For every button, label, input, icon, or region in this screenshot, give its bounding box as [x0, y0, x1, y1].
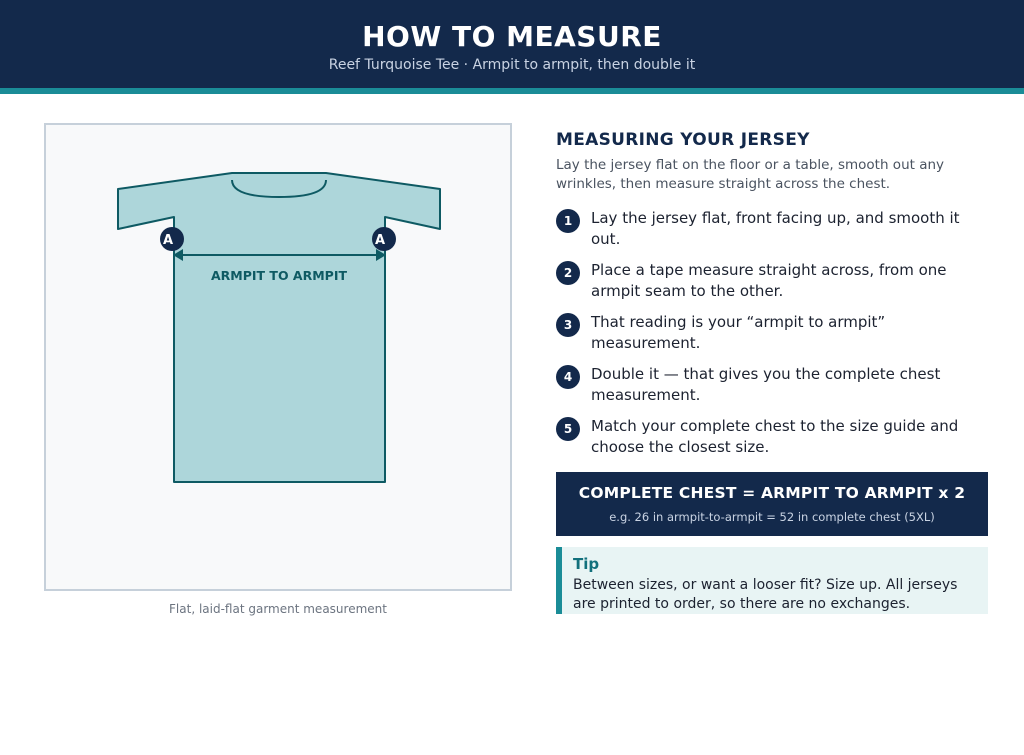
step-number-badge: 2	[556, 261, 580, 285]
formula-text: COMPLETE CHEST = ARMPIT TO ARMPIT x 2	[578, 484, 966, 502]
formula-example: e.g. 26 in armpit-to-armpit = 52 in complete chest (5XL)	[609, 510, 935, 524]
step-text: Lay the jersey flat, front facing up, and smooth it out.	[591, 209, 960, 248]
step-item	[556, 208, 988, 260]
step-item	[556, 416, 988, 468]
tshirt-shape	[118, 173, 440, 482]
tip-box	[556, 547, 988, 614]
step-number-badge: 4	[556, 365, 580, 389]
measurement-diagram	[44, 123, 512, 591]
tshirt-diagram-svg	[46, 125, 510, 589]
page-header	[0, 0, 1024, 88]
formula-box	[556, 472, 988, 536]
step-number-badge: 5	[556, 417, 580, 441]
step-text: Place a tape measure straight across, from one armpit seam to the other.	[591, 261, 947, 300]
page-subtitle: Reef Turquoise Tee · Armpit to armpit, then double it	[328, 57, 696, 73]
header-accent-bar	[0, 88, 1024, 94]
step-item	[556, 312, 988, 364]
tip-text: Between sizes, or want a looser fit? Size up. All jerseys are printed to order, so there are no exchanges.	[573, 577, 958, 612]
step-text: Double it — that gives you the complete chest measurement.	[591, 365, 941, 404]
step-text: Match your complete chest to the size guide and choose the closest size.	[591, 417, 959, 456]
step-number-badge: 3	[556, 313, 580, 337]
step-number-badge: 1	[556, 209, 580, 233]
step-item	[556, 260, 988, 312]
section-heading: MEASURING YOUR JERSEY	[556, 130, 810, 150]
page-title: HOW TO MEASURE	[362, 20, 662, 53]
tip-title: Tip	[573, 555, 600, 573]
step-item	[556, 364, 988, 416]
step-text: That reading is your “armpit to armpit” measurement.	[591, 313, 886, 352]
section-intro: Lay the jersey flat on the floor or a table, smooth out any wrinkles, then measure straight across the chest.	[556, 157, 945, 192]
armpit-marker-right-label: A	[374, 233, 386, 248]
armpit-marker-left-label: A	[162, 233, 174, 248]
measure-label: ARMPIT TO ARMPIT	[210, 268, 348, 283]
diagram-caption: Flat, laid-flat garment measurement	[169, 602, 387, 616]
steps-list	[556, 208, 988, 468]
